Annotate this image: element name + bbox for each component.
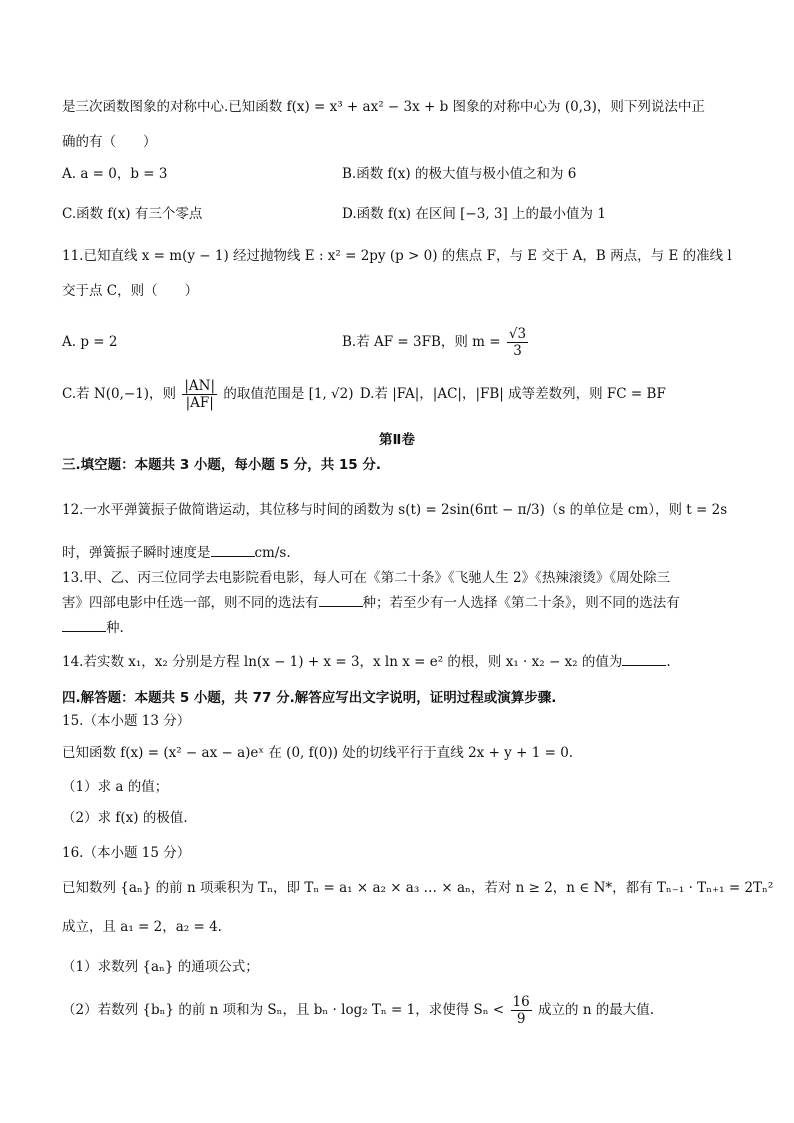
q14-stem xyxy=(62,652,742,672)
part2-title: 第Ⅱ卷 xyxy=(379,432,415,448)
q16-stem-line2: 成立，且 a₁ = 2，a₂ = 4. xyxy=(62,919,222,935)
q16-part2 xyxy=(62,992,742,1028)
q12-text: 时，弹簧振子瞬时速度是 xyxy=(62,545,211,561)
q11-option-b[interactable] xyxy=(342,324,530,360)
q15-part2: （2）求 f(x) 的极值. xyxy=(62,810,188,826)
fraction-denominator: |AF| xyxy=(185,395,214,411)
q12-stem-line1: 12.一水平弹簧振子做简谐运动，其位移与时间的函数为 s(t) = 2sin(6πt − π/3)（s 的单位是 cm），则 t = 2s xyxy=(62,502,728,518)
q16-part2-text: （2）若数列 {bₙ} 的前 n 项和为 Sₙ，且 bₙ · log₂ Tₙ = 1，求使得 Sₙ < xyxy=(62,1002,505,1018)
q12-answer-blank[interactable] xyxy=(211,544,255,557)
q13-answer-blank-1[interactable] xyxy=(319,594,363,607)
fraction-denominator: 9 xyxy=(516,1011,526,1027)
q11-stem-line2: 交于点 C，则（ ） xyxy=(62,283,199,299)
q15-part1: （1）求 a 的值； xyxy=(62,779,169,795)
q10-options-row2 xyxy=(62,204,742,224)
q10-options-row1 xyxy=(62,164,742,184)
q13-stem-line1: 13.甲、乙、丙三位同学去电影院看电影，每人可在《第二十条》《飞驰人生 2》《热辣滚烫》《周处除三 xyxy=(62,570,671,586)
q10-option-a[interactable]: A. a = 0，b = 3 xyxy=(62,166,168,182)
q11-stem-line1: 11.已知直线 x = m(y − 1) 经过抛物线 E : x² = 2py (p > 0) 的焦点 F，与 E 交于 A，B 两点，与 E 的准线 l xyxy=(62,248,732,264)
q10-option-d[interactable]: D.函数 f(x) 在区间 [−3, 3] 上的最小值为 1 xyxy=(342,206,606,222)
q12-unit: cm/s. xyxy=(254,545,291,561)
section3-heading: 三.填空题：本题共 3 小题，每小题 5 分，共 15 分. xyxy=(62,457,382,473)
q16-part2-fraction xyxy=(511,994,532,1027)
fraction-numerator: √3 xyxy=(508,326,527,342)
q16-header: 16.（本小题 15 分） xyxy=(62,845,191,861)
q13-stem-line3 xyxy=(62,618,742,638)
fraction-denominator: 3 xyxy=(513,343,522,359)
fraction-numerator: 16 xyxy=(512,994,530,1010)
q13-text-1: 害》四部电影中任选一部，则不同的选法有 xyxy=(62,595,319,611)
q11-option-b-fraction xyxy=(507,326,528,359)
q16-stem-line1: 已知数列 {aₙ} 的前 n 项乘积为 Tₙ，即 Tₙ = a₁ × a₂ × a₃ … × aₙ，若对 n ≥ 2，n ∈ N*，都有 Tₙ₋₁ · Tₙ₊₁ = 2Tₙ² xyxy=(62,880,774,896)
q15-header: 15.（本小题 13 分） xyxy=(62,713,191,729)
q13-text-3: 种. xyxy=(106,620,124,636)
q11-option-c[interactable] xyxy=(62,378,358,411)
q13-answer-blank-2[interactable] xyxy=(62,619,106,632)
q13-text-2: 种；若至少有一人选择《第二十条》，则不同的选法有 xyxy=(362,595,680,611)
q16-part2-tail: 成立的 n 的最大值. xyxy=(538,1002,655,1018)
q14-period: . xyxy=(666,654,671,670)
q11-option-b-text: B.若 AF = 3FB，则 m = xyxy=(342,334,501,350)
q11-option-c-range: 的取值范围是 [1, √2) xyxy=(223,386,354,402)
fraction-numerator: |AN| xyxy=(184,378,216,394)
q11-option-d[interactable]: D.若 |FA|，|AC|，|FB| 成等差数列，则 FC = BF xyxy=(359,386,666,402)
q14-answer-blank[interactable] xyxy=(622,653,666,666)
q11-option-c-text: C.若 N(0,−1)，则 xyxy=(62,386,177,402)
q11-options-row2 xyxy=(62,376,742,412)
q10-option-c[interactable]: C.函数 f(x) 有三个零点 xyxy=(62,206,203,222)
q15-stem: 已知函数 f(x) = (x² − ax − a)eˣ 在 (0, f(0)) 处的切线平行于直线 2x + y + 1 = 0. xyxy=(62,745,574,761)
q11-options-row1 xyxy=(62,324,742,360)
q16-part1: （1）求数列 {aₙ} 的通项公式； xyxy=(62,959,259,975)
q11-option-a[interactable]: A. p = 2 xyxy=(62,334,118,350)
q14-text: 14.若实数 x₁，x₂ 分别是方程 ln(x − 1) + x = 3，x ln x = e² 的根，则 x₁ · x₂ − x₂ 的值为 xyxy=(62,654,623,670)
section4-heading: 四.解答题：本题共 5 小题，共 77 分.解答应写出文字说明，证明过程或演算步骤. xyxy=(62,690,557,706)
q10-stem-line2: 确的有（ ） xyxy=(62,134,157,150)
q13-stem-line2 xyxy=(62,593,742,613)
q10-option-b[interactable]: B.函数 f(x) 的极大值与极小值之和为 6 xyxy=(342,166,577,182)
q11-option-c-fraction xyxy=(182,378,217,411)
q12-stem-line2 xyxy=(62,543,742,563)
q10-stem-line1: 是三次函数图象的对称中心.已知函数 f(x) = x³ + ax² − 3x + b 图象的对称中心为 (0,3)，则下列说法中正 xyxy=(62,99,705,115)
